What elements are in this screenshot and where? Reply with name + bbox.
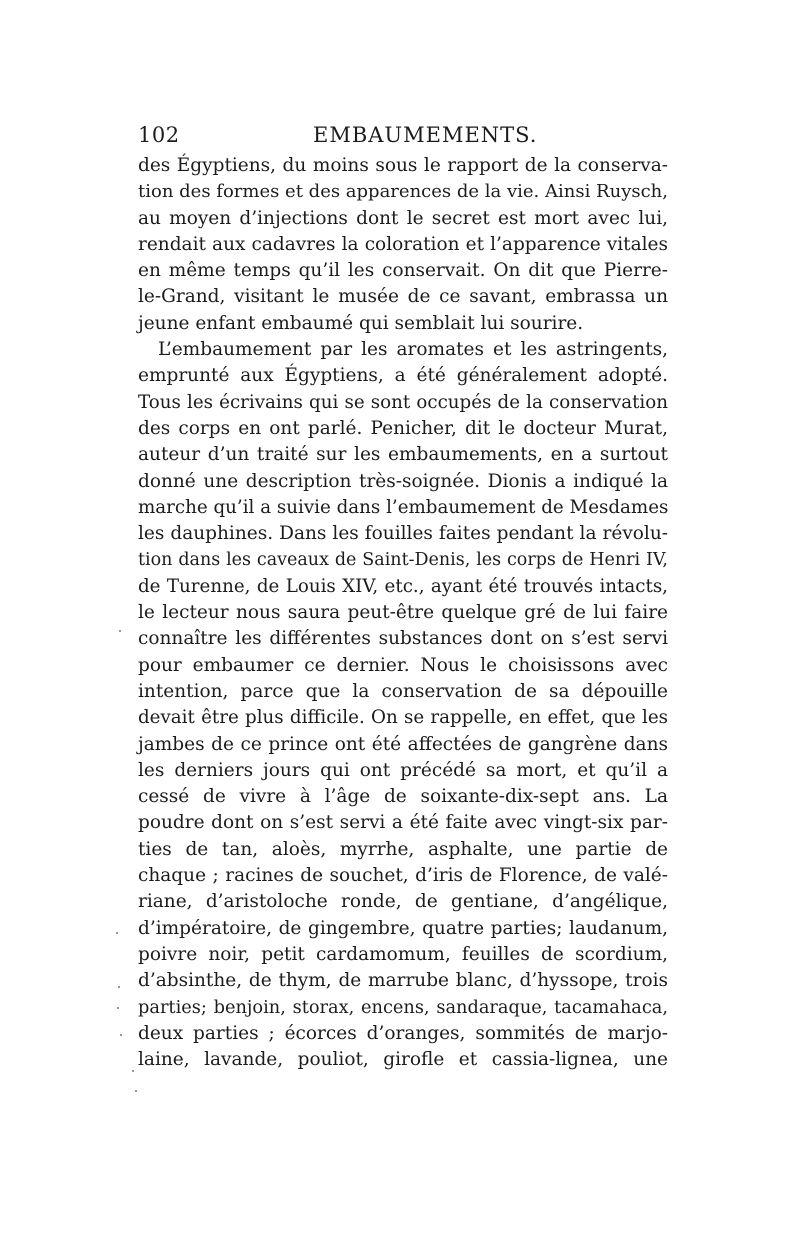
text-line: riane, d’aristoloche ronde, de gentiane, d’angélique, xyxy=(138,891,668,913)
text-line: des Égyptiens, du moins sous le rapport de la conserva- xyxy=(138,155,668,176)
text-line: rendait aux cadavres la coloration et l’apparence vitales xyxy=(138,233,668,255)
text-line: intention, parce que la conservation de sa dépouille xyxy=(138,680,668,702)
text-line: ties de tan, aloès, myrrhe, asphalte, une partie de xyxy=(138,838,668,860)
text-line: au moyen d’injections dont le secret est mort avec lui, xyxy=(138,207,668,229)
text-line: tion des formes et des apparences de la vie. Ainsi Ruysch, xyxy=(138,181,668,203)
body-text xyxy=(138,153,668,1073)
page-number: 102 xyxy=(138,123,180,147)
text-line: poudre dont on s’est servi a été faite avec vingt-six par- xyxy=(138,812,668,834)
text-line: pour embaumer ce dernier. Nous le choisissons avec xyxy=(138,654,668,676)
text-line: emprunté aux Égyptiens, a été généralement adopté. xyxy=(138,365,668,387)
margin-speck xyxy=(135,1090,137,1092)
text-line: jeune enfant embaumé qui semblait lui sourire. xyxy=(138,312,584,334)
text-line: laine, lavande, pouliot, girofle et cassia-lignea, une xyxy=(138,1049,668,1071)
text-line: en même temps qu’il les conservait. On dit que Pierre- xyxy=(138,260,668,282)
text-line: cessé de vivre à l’âge de soixante-dix-sept ans. La xyxy=(138,786,668,808)
text-line: les derniers jours qui ont précédé sa mort, et qu’il a xyxy=(138,759,668,781)
running-title: EMBAUMEMENTS. xyxy=(313,123,538,147)
text-line: chaque ; racines de souchet, d’iris de Florence, de valé- xyxy=(138,865,668,887)
margin-speck xyxy=(120,1034,122,1036)
text-line: connaître les différentes substances dont on s’est servi xyxy=(138,628,668,650)
text-line: des corps en ont parlé. Penicher, dit le docteur Murat, xyxy=(138,417,668,439)
text-line: donné une description très-soignée. Dionis a indiqué la xyxy=(138,470,668,492)
page-header xyxy=(138,120,668,150)
text-line: poivre noir, petit cardamomum, feuilles de scordium, xyxy=(138,943,668,965)
text-line: deux parties ; écorces d’oranges, sommités de marjo- xyxy=(138,1022,668,1044)
text-line: de Turenne, de Louis XIV, etc., ayant été trouvés intacts, xyxy=(138,575,668,597)
text-line: d’absinthe, de thym, de marrube blanc, d’hyssope, trois xyxy=(138,970,668,992)
text-line: le lecteur nous saura peut-être quelque gré de lui faire xyxy=(138,602,668,624)
text-line: tion dans les caveaux de Saint-Denis, les corps de Henri IV, xyxy=(138,550,668,571)
text-line: L’embaumement par les aromates et les astringents, xyxy=(158,339,668,361)
margin-speck xyxy=(118,986,120,988)
text-line: le-Grand, visitant le musée de ce savant, embrassa un xyxy=(138,286,668,308)
text-line: d’impératoire, de gingembre, quatre parties; laudanum, xyxy=(138,917,668,939)
text-line: parties; benjoin, storax, encens, sandaraque, tacamahaca, xyxy=(138,997,668,1018)
margin-speck xyxy=(119,630,121,632)
margin-speck xyxy=(116,932,118,934)
text-line: auteur d’un traité sur les embaumements, en a surtout xyxy=(138,444,668,466)
text-line: Tous les écrivains qui se sont occupés de la conservation xyxy=(138,391,668,413)
text-line: devait être plus difficile. On se rappelle, en effet, que les xyxy=(138,707,668,729)
text-line: jambes de ce prince ont été affectées de gangrène dans xyxy=(138,733,668,755)
margin-speck xyxy=(117,1007,119,1009)
text-line: les dauphines. Dans les fouilles faites pendant la révolu- xyxy=(138,523,668,545)
margin-speck xyxy=(132,1070,134,1072)
text-line: marche qu’il a suivie dans l’embaumement de Mesdames xyxy=(138,496,669,518)
